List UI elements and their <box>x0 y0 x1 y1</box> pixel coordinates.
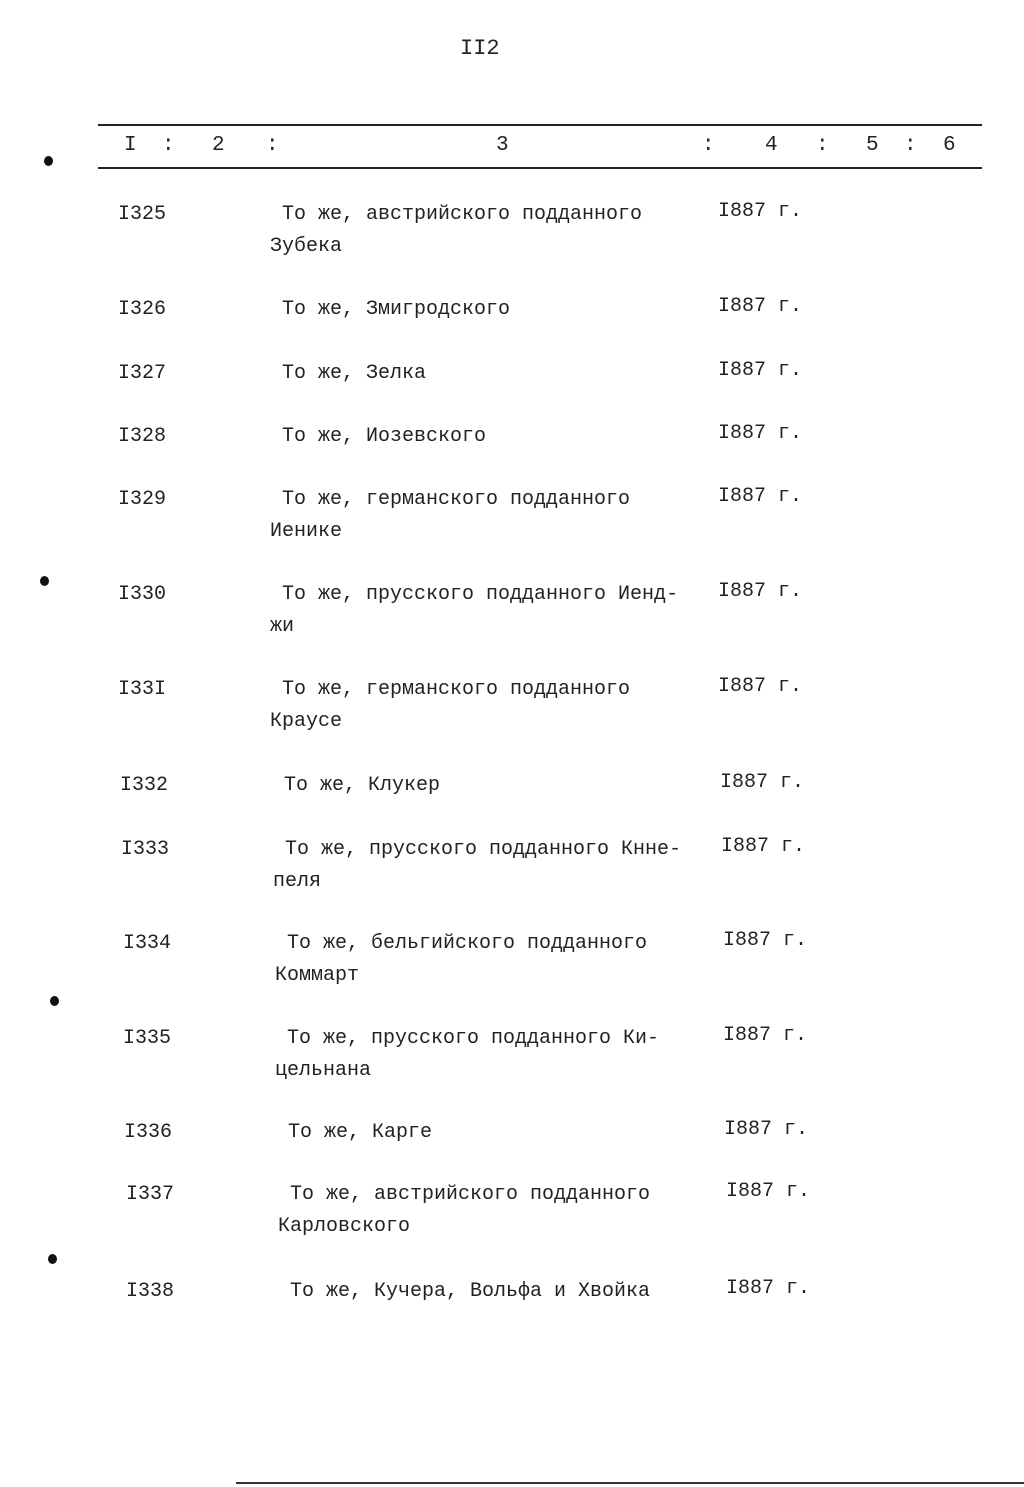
col-separator: : <box>702 134 715 157</box>
header-bottom-rule <box>98 167 982 169</box>
table-row <box>3 835 1024 898</box>
table-row <box>0 295 1024 358</box>
entry-year: I887 г. <box>726 1180 811 1203</box>
entry-description-continued: жи <box>270 615 295 638</box>
entry-year: I887 г. <box>718 200 803 223</box>
table-row <box>2 771 1024 834</box>
entry-year: I887 г. <box>718 485 803 508</box>
entry-description: То же, Карге <box>288 1121 433 1144</box>
table-row <box>5 929 1024 992</box>
entry-year: I887 г. <box>720 771 805 794</box>
entry-year: I887 г. <box>723 1024 808 1047</box>
page-number: II2 <box>460 36 500 61</box>
bottom-rule <box>236 1482 1024 1484</box>
col-4-header: 4 <box>765 134 778 157</box>
entry-year: I887 г. <box>718 422 803 445</box>
table-row <box>0 580 1024 643</box>
entry-description: То же, бельгийского подданного <box>287 932 648 955</box>
col-separator: : <box>162 134 175 157</box>
col-separator: : <box>266 134 279 157</box>
entry-number: I336 <box>124 1121 173 1144</box>
entry-description-continued: пеля <box>273 870 322 893</box>
entry-description: То же, Зелка <box>282 362 427 385</box>
table-row <box>0 485 1024 548</box>
entry-description: То же, Кучера, Вольфа и Хвойка <box>290 1280 651 1303</box>
entry-description: То же, австрийского подданного <box>282 203 643 226</box>
punch-hole-mark <box>50 996 59 1006</box>
entry-number: I325 <box>118 203 167 226</box>
entry-number: I332 <box>120 774 169 797</box>
entry-year: I887 г. <box>726 1277 811 1300</box>
entry-number: I335 <box>123 1027 172 1050</box>
entry-year: I887 г. <box>718 359 803 382</box>
entry-number: I329 <box>118 488 167 511</box>
col-1-header: I <box>124 134 137 157</box>
entry-description-continued: Иенике <box>270 520 343 543</box>
table-row <box>0 200 1024 263</box>
entry-year: I887 г. <box>721 835 806 858</box>
entry-number: I326 <box>118 298 167 321</box>
entry-description: То же, Клукер <box>284 774 441 797</box>
col-3-header: 3 <box>496 134 509 157</box>
entry-year: I887 г. <box>724 1118 809 1141</box>
entry-description: То же, австрийского подданного <box>290 1183 651 1206</box>
table-row <box>0 359 1024 422</box>
entry-number: I334 <box>123 932 172 955</box>
punch-hole-mark <box>48 1254 57 1264</box>
entry-number: I337 <box>126 1183 175 1206</box>
table-row <box>0 422 1024 485</box>
entry-year: I887 г. <box>718 675 803 698</box>
entry-number: I327 <box>118 362 167 385</box>
entry-description: То же, Иозевского <box>282 425 487 448</box>
entry-description-continued: Зубека <box>270 235 343 258</box>
entry-number: I330 <box>118 583 167 606</box>
entry-description: То же, прусского подданного Кнне- <box>285 838 682 861</box>
table-row <box>5 1024 1024 1087</box>
entry-description: То же, прусского подданного Иенд- <box>282 583 679 606</box>
entry-number: I338 <box>126 1280 175 1303</box>
col-2-header: 2 <box>212 134 225 157</box>
col-separator: : <box>904 134 917 157</box>
entry-description-continued: цельнана <box>275 1059 372 1082</box>
col-5-header: 5 <box>866 134 879 157</box>
entry-year: I887 г. <box>718 580 803 603</box>
table-row <box>8 1277 1024 1340</box>
entry-year: I887 г. <box>723 929 808 952</box>
punch-hole-mark <box>40 576 49 586</box>
entry-description: То же, Змигродского <box>282 298 511 321</box>
col-6-header: 6 <box>943 134 956 157</box>
header-top-rule <box>98 124 982 126</box>
entry-number: I33I <box>118 678 167 701</box>
entry-description-continued: Коммарт <box>275 964 360 987</box>
entry-year: I887 г. <box>718 295 803 318</box>
entry-description-continued: Краусе <box>270 710 343 733</box>
entry-description-continued: Карловского <box>278 1215 411 1238</box>
entry-number: I328 <box>118 425 167 448</box>
entry-description: То же, германского подданного <box>282 488 631 511</box>
col-separator: : <box>816 134 829 157</box>
punch-hole-mark <box>44 156 53 166</box>
table-row <box>6 1118 1024 1181</box>
entry-number: I333 <box>121 838 170 861</box>
table-row <box>8 1180 1024 1243</box>
table-row <box>0 675 1024 738</box>
entry-description: То же, германского подданного <box>282 678 631 701</box>
entry-description: То же, прусского подданного Ки- <box>287 1027 660 1050</box>
